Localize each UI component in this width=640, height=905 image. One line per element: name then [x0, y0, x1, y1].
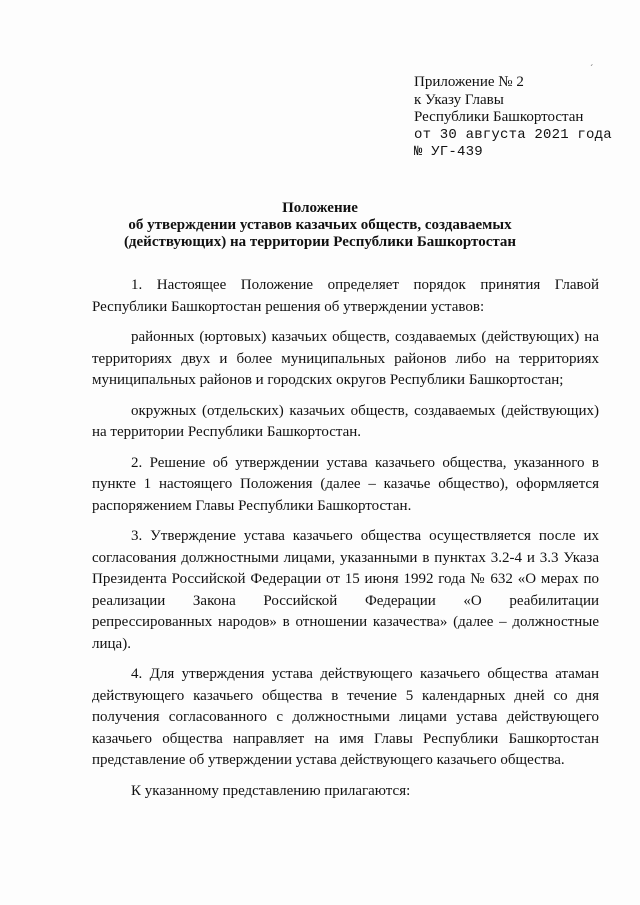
paragraph-okrug-societies: окружных (отдельских) казачьих обществ, создаваемых (действующих) на территории Республики Башкортостан.	[92, 402, 599, 440]
appendix-date: от 30 августа 2021 года	[414, 126, 612, 143]
appendix-header	[414, 74, 624, 162]
paragraph-2: 2. Решение об утверждении устава казачьего общества, указанного в пункте 1 настоящего Положения (далее – казачье общество), оформляется распоряжением Главы Республики Башкортостан.	[92, 454, 599, 514]
paragraph-3: 3. Утверждение устава казачьего общества осуществляется после их согласования должностными лицами, указанными в пунктах 3.2-4 и 3.3 Указа Президента Российской Федерации от 15 июня 1992 года № 632 «О мерах по реализации Закона Российской Федерации «О реабилитации репрессированных народов» в отношении казачества» (далее – должностные лица).	[92, 528, 599, 652]
title-line-2: об утверждении уставов казачьих обществ, создаваемых	[128, 217, 512, 233]
appendix-decree-ref: к Указу Главы	[414, 91, 504, 108]
title-line-1: Положение	[282, 200, 358, 216]
paragraph-district-societies: районных (юртовых) казачьих обществ, создаваемых (действующих) на территориях двух и более муниципальных районов либо на территориях муниципальных районов и городских округов Республики Башкортостан;	[92, 329, 599, 388]
appendix-number: Приложение № 2	[414, 74, 524, 90]
title-line-3: (действующих) на территории Республики Башкортостан	[123, 234, 517, 250]
paragraph-attachments-intro: К указанному представлению прилагаются:	[131, 782, 411, 799]
appendix-decree-number: № УГ-439	[414, 144, 483, 160]
document-title	[80, 200, 560, 251]
document-body	[92, 275, 599, 802]
pen-mark: ˊ	[590, 64, 594, 75]
paragraph-1: 1. Настоящее Положение определяет порядок принятия Главой Республики Башкортостан решения об утверждении уставов:	[92, 277, 599, 315]
appendix-republic: Республики Башкортостан	[414, 109, 584, 125]
paragraph-4: 4. Для утверждения устава действующего казачьего общества атаман действующего казачьего общества в течение 5 календарных дней со дня получения согласованного с должностными лицами устава действующего казачьего общества направляет на имя Главы Республики Башкортостан представление об утверждении устава действующего казачьего общества.	[92, 666, 599, 768]
